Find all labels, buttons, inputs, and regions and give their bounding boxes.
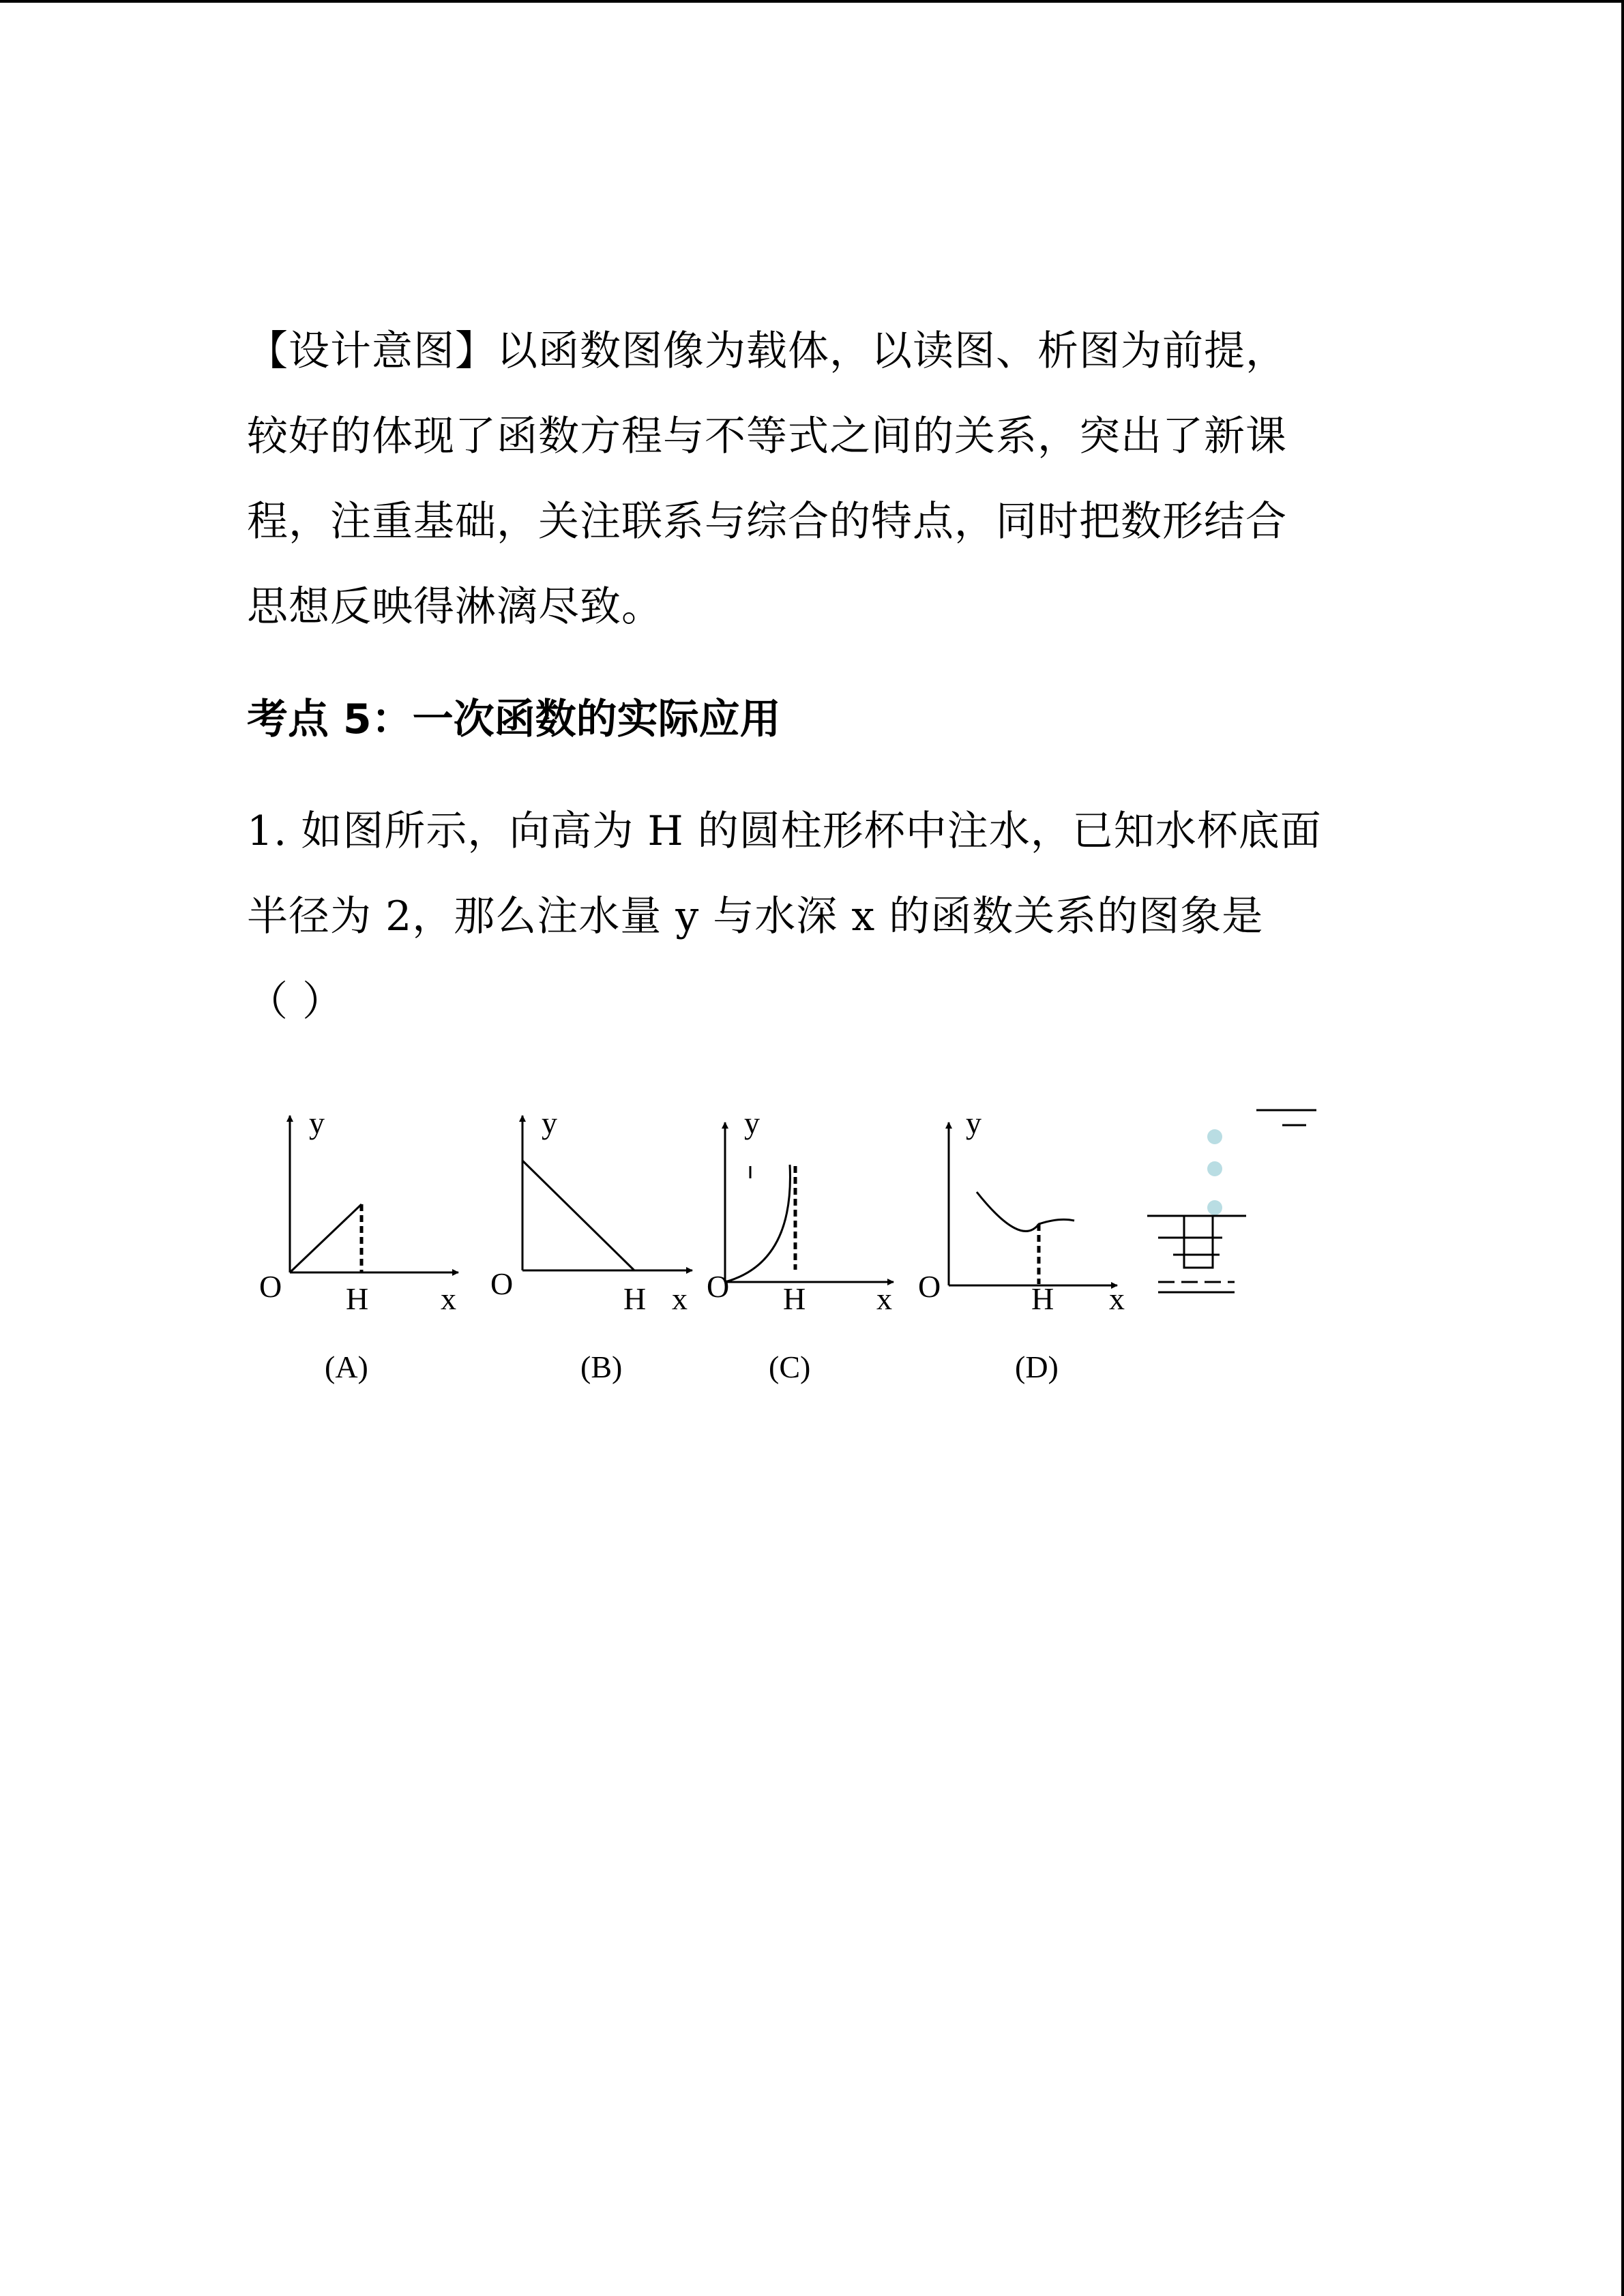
graph-b-line	[522, 1161, 634, 1270]
graph-d-origin-label: O	[918, 1269, 941, 1304]
graph-b	[490, 1105, 692, 1384]
graph-a-h-label: H	[346, 1281, 369, 1316]
answer-blank: （ ）	[247, 978, 344, 1026]
graph-a	[259, 1105, 458, 1384]
question-line: 半径为 2，那么注水量 y 与水深 x 的函数关系的图象是	[247, 893, 1264, 940]
water-drop-dot	[1207, 1161, 1222, 1176]
graph-c-curve	[725, 1165, 790, 1282]
graph-a-x-label: x	[441, 1281, 456, 1316]
graph-c-x-label: x	[876, 1281, 892, 1316]
graph-d-x-label: x	[1109, 1281, 1125, 1316]
graph-a-y-label: y	[309, 1105, 325, 1140]
graph-c-h-label: H	[783, 1281, 806, 1316]
option-b-label: (B)	[580, 1350, 623, 1384]
water-drop-dot	[1207, 1200, 1222, 1215]
graph-d-y-label: y	[966, 1105, 981, 1140]
question-paragraph	[247, 789, 1365, 1045]
question-line: 1. 如图所示，向高为 H 的圆柱形杯中注水，已知水杯底面	[247, 807, 1322, 855]
graph-c	[707, 1105, 894, 1384]
answer-graphs-figure	[0, 1084, 1624, 1412]
cup-body	[1184, 1216, 1213, 1268]
option-c-label: (C)	[769, 1350, 811, 1384]
graph-d-curve	[977, 1192, 1074, 1231]
graph-b-y-label: y	[542, 1105, 557, 1140]
design-intent-line: 程，注重基础，关注联系与综合的特点，同时把数形结合	[247, 498, 1287, 546]
water-drop-dot	[1207, 1129, 1222, 1144]
option-a-label: (A)	[325, 1350, 368, 1384]
graph-c-origin-label: O	[707, 1269, 730, 1304]
cup-diagram	[1147, 1110, 1316, 1292]
design-intent-line: 较好的体现了函数方程与不等式之间的关系，突出了新课	[247, 413, 1287, 460]
design-intent-line: 【设计意图】以函数图像为载体，以读图、析图为前提，	[247, 327, 1287, 375]
graph-a-line	[290, 1204, 361, 1272]
graph-b-h-label: H	[623, 1281, 647, 1316]
design-intent-paragraph	[247, 309, 1365, 650]
design-intent-line: 思想反映得淋漓尽致。	[247, 583, 663, 631]
section-heading: 考点 5：一次函数的实际应用	[247, 696, 781, 743]
graph-d-h-label: H	[1031, 1281, 1054, 1316]
graph-a-origin-label: O	[259, 1269, 282, 1304]
graph-b-origin-label: O	[490, 1266, 514, 1301]
page-top-border	[0, 0, 1624, 3]
graph-c-y-label: y	[744, 1105, 760, 1140]
graph-d	[918, 1105, 1125, 1384]
graph-b-x-label: x	[672, 1281, 688, 1316]
option-d-label: (D)	[1015, 1350, 1059, 1384]
